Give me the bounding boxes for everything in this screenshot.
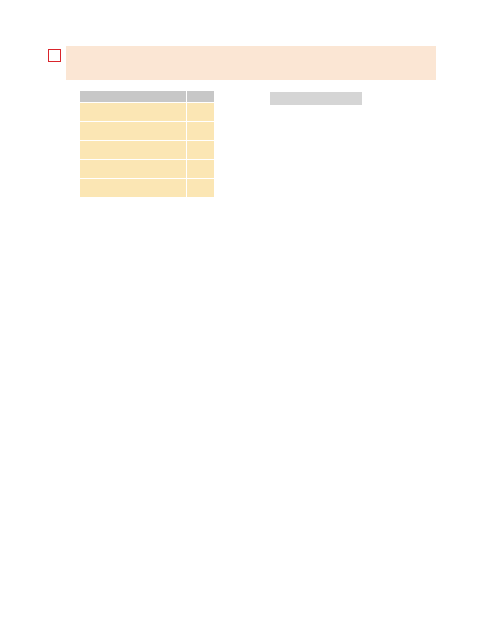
rubric-points <box>187 103 215 122</box>
rubric-points <box>187 122 215 141</box>
rubric-criterion <box>80 103 187 122</box>
rubric-criterion <box>80 160 187 179</box>
rubric-header-attitude <box>80 91 187 103</box>
rubric-criterion <box>80 179 187 198</box>
rubric-points <box>187 179 215 198</box>
instruction-en-a <box>66 46 436 80</box>
table-row <box>80 160 215 179</box>
table-row <box>80 122 215 141</box>
rubric-criterion <box>80 141 187 160</box>
table-row <box>80 141 215 160</box>
exercise-number-3 <box>48 49 61 62</box>
rubric-points <box>187 160 215 179</box>
rubric-points <box>187 141 215 160</box>
rubric-header-points <box>187 91 215 103</box>
table-row <box>80 103 215 122</box>
table-row <box>80 179 215 198</box>
attitude-rubric-table <box>79 90 215 198</box>
rubric-criterion <box>80 122 187 141</box>
